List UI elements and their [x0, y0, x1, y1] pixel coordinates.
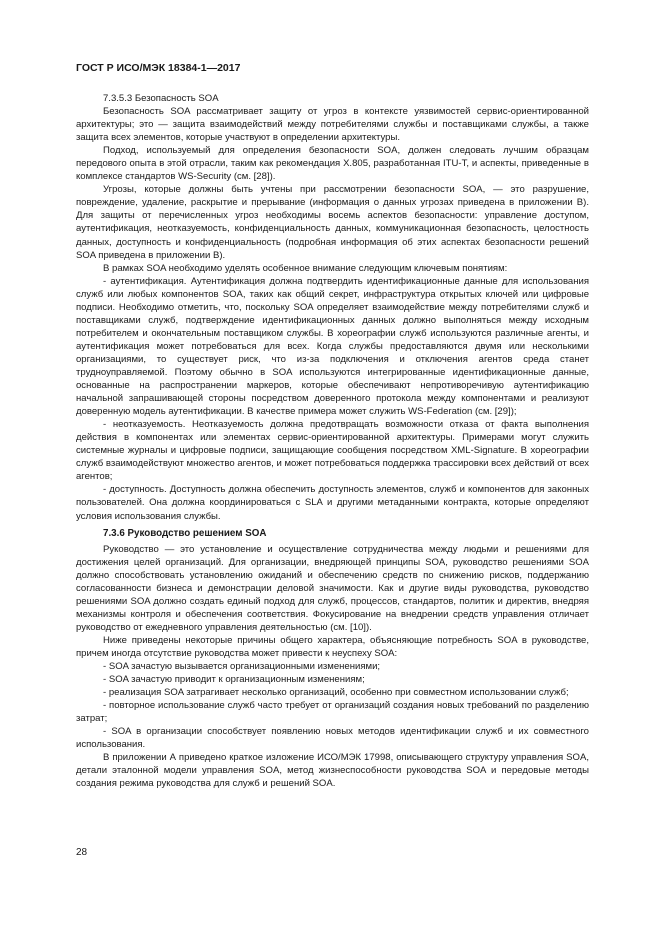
- paragraph: Ниже приведены некоторые причины общего характера, объясняющие потребность SOA в руководстве, причем иногда отсутствие руководства может привести к неуспеху SOA:: [76, 634, 589, 659]
- list-item: - аутентификация. Аутентификация должна подтвердить идентификационные данные для использования служб или любых компонентов SOA, таких как общий секрет, инфраструктура открытых ключей или цифровые подписи. Необходимо отметить, что, поскольку SOA определяет взаимодействие между потребителями служб и поставщиками служб, подтверждение идентификационных данных должно выполняться между исходным потребителем и окончательным поставщиком службы. В хореографии служб используются различные агенты, и аутентификация может потребоваться для всех. Когда службы предоставляются двумя или несколькими организациями, то существует риск, что из-за подключения и отключения агентов среда станет трудноуправляемой. Поэтому обычно в SOA используются интегрированные идентификационные данные, основанные на распространении маркеров, которые обеспечивают непротиворечивую аутентификацию начальной запрашивающей стороны посредством доверенного протокола между компонентами и реализуют доверенную модель аутентификации. В качестве примера может служить WS-Federation (см. [29]);: [76, 275, 589, 418]
- list-item: - неотказуемость. Неотказуемость должна предотвращать возможности отказа от факта выполнения действия в компонентах или элементах сервис-ориентированной архитектуры. Примерами могут служить системные журналы и цифровые подписи, защищающие сообщения посредством XML-Signature. В хореографии служб взаимодействуют множество агентов, и может потребоваться поддержка трассировки всех действий от всех агентов;: [76, 419, 589, 483]
- document-header: ГОСТ Р ИСО/МЭК 18384-1—2017: [76, 62, 241, 74]
- list-item: - доступность. Доступность должна обеспечить доступность элементов, служб и компонентов для законных пользователей. Она должна координироваться с SLA и другими метаданными контракта, которые определяют условия использования службы.: [76, 484, 589, 522]
- section-title: 7.3.6 Руководство решением SOA: [103, 527, 267, 539]
- list-item: - SOA зачастую приводит к организационным изменениям;: [103, 674, 365, 686]
- paragraph: Подход, используемый для определения безопасности SOA, должен следовать лучшим образцам передового опыта в этой отрасли, таким как рекомендация X.805, разработанная ITU-T, и аспекты, приведенные в комплексе стандартов WS-Security (см. [28]).: [76, 145, 589, 183]
- page-number: 28: [76, 847, 88, 858]
- list-item: - SOA зачастую вызывается организационными изменениями;: [103, 661, 381, 673]
- paragraph: В рамках SOA необходимо уделять особенное внимание следующим ключевым понятиям:: [103, 262, 508, 274]
- document-body: [76, 92, 589, 790]
- paragraph: Угрозы, которые должны быть учтены при рассмотрении безопасности SOA, — это разрушение, повреждение, удаление, раскрытие и прерывание (информация о данных угрозах приведена в приложении В). Для защиты от перечисленных угроз необходимы восемь аспектов безопасности: управление доступом, аутентификация, неотказуемость, конфиденциальность данных, коммуникационная безопасность, целостность данных, доступность и конфиденциальность (подробная информация об этих аспектах безопасности решений SOA приведена в приложении В).: [76, 184, 589, 261]
- paragraph: В приложении А приведено краткое изложение ИСО/МЭК 17998, описывающего структуру управления SOA, детали эталонной модели управления SOA, метод жизнеспособности руководства SOA и передовые методы создания режима руководства для служб и решений SOA.: [76, 752, 589, 790]
- list-item: - повторное использование служб часто требует от организаций создания новых требований по разделению затрат;: [76, 700, 589, 725]
- paragraph: Руководство — это установление и осуществление сотрудничества между людьми и решениями для достижения целей организаций. Для организации, внедряющей принципы SOA, руководство решениями SOA должно способствовать установлению ожиданий и обеспечению средств по снижению рисков, поддержанию согласованности бизнеса и демонстрации деловой значимости. Как и другие виды руководства, руководство решениями SOA должно создать единый подход для служб, процессов, стандартов, политик и директив, внедряя механизмы контроля и обеспечения соответствия. Фокусирование на внедрении средств управления отличает руководство от ежедневного управления деятельностью (см. [10]).: [76, 543, 589, 633]
- list-item: - реализация SOA затрагивает несколько организаций, особенно при совместном использовании служб;: [103, 687, 569, 699]
- list-item: - SOA в организации способствует появлению новых методов идентификации служб и их совместного использования.: [76, 726, 589, 751]
- paragraph: Безопасность SOA рассматривает защиту от угроз в контексте уязвимостей сервис-ориентированной архитектуры; это — защита взаимодействий между потребителями службы и поставщиками службы, а также защита всех элементов, которые участвуют в определении архитектуры.: [76, 106, 589, 144]
- subsection-title: 7.3.5.3 Безопасность SOA: [103, 93, 219, 104]
